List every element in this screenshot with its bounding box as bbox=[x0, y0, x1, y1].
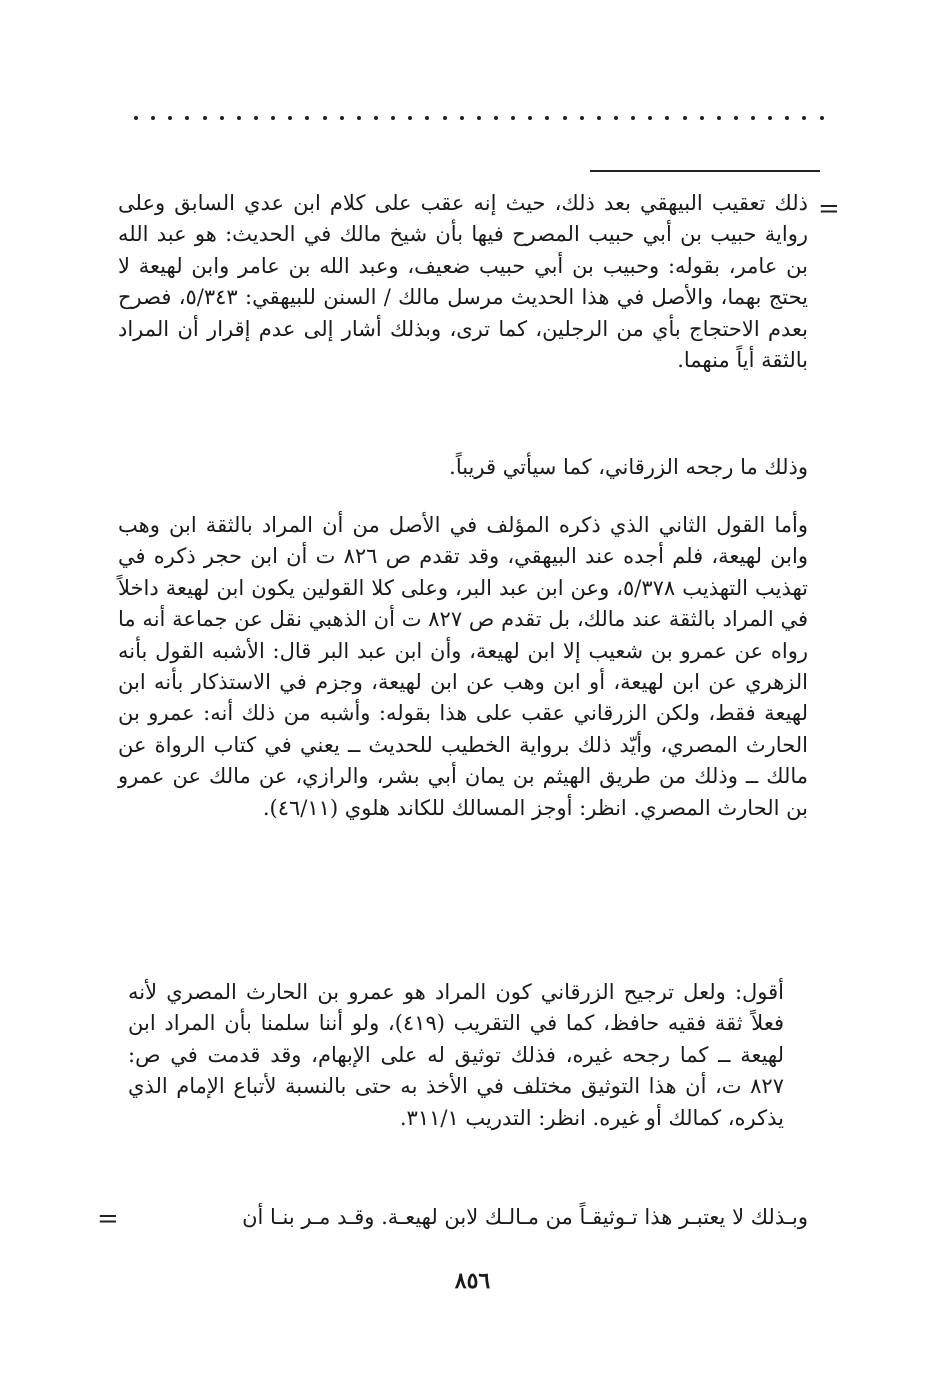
separator-dot bbox=[391, 116, 395, 120]
separator-dot bbox=[802, 116, 806, 120]
separator-dot bbox=[494, 116, 498, 120]
footnote-paragraph-4: أقول: ولعل ترجيح الزرقاني كون المراد هو عمرو بن الحارث المصري لأنه فعلاً ثقة فقيه حافظ، كما في التقريب (٤١٩)، ولو أننا سلمنا بأن المراد ابن لهيعة ــ كما رجحه غيره، فذلك توثيق له على الإبهام، وقد قدمت في ص: ٨٢٧ ت، أن هذا التوثيق مختلف في الأخذ به حتى بالنسبة لأتباع الإمام الذي يذكره، كمالك أو غيره. انظر: التدريب ٣١١/١. bbox=[128, 980, 785, 1130]
separator-dot bbox=[683, 116, 687, 120]
separator-dot bbox=[734, 116, 738, 120]
separator-dot bbox=[528, 116, 532, 120]
footnote-paragraph-2: وذلك ما رجحه الزرقاني، كما سيأتي قريباً. bbox=[449, 455, 808, 479]
footnote-rule bbox=[590, 170, 820, 172]
separator-dot bbox=[477, 116, 481, 120]
separator-dot bbox=[254, 116, 258, 120]
continuation-mark-top: = bbox=[818, 194, 840, 224]
separator-dot bbox=[443, 116, 447, 120]
separator-dot bbox=[563, 116, 567, 120]
footnote-paragraph-3: وأما القول الثاني الذي ذكره المؤلف في الأصل من أن المراد بالثقة ابن وهب وابن لهيعة، فلم أجده عند البيهقي، وقد تقدم ص ٨٢٦ ت أن ابن حجر ذكره في تهذيب التهذيب ٥/٣٧٨، وعن ابن عبد البر، وعلى كلا القولين يكون ابن لهيعة داخلاً في المراد بالثقة عند مالك، بل تقدم ص ٨٢٧ ت أن الذهبي نقل عن جماعة أنه ما رواه عن عمرو بن شعيب إلا ابن لهيعة، وأن ابن عبد البر قال: الأشبه القول بأنه الزهري عن ابن لهيعة، أو ابن وهب عن ابن لهيعة، وجزم في الاستذكار بأنه ابن لهيعة فقط، ولكن الزرقاني عقب على هذا بقوله: وأشبه من ذلك أنه: عمرو بن الحارث المصري، وأيّد ذلك برواية الخطيب للحديث ــ يعني في كتاب الرواة عن مالك ــ وذلك من طريق الهيثم بن يمان أبي بشر، والرازي، عن مالك عن عمرو بن الحارث المصري. انظر: أوجز المسالك للكاند هلوي (٤٦/١١). bbox=[118, 513, 808, 820]
separator-dot bbox=[700, 116, 704, 120]
footnote-paragraph-5: وبـذلك لا يعتبـر هذا تـوثيقـاً من مـالـك لابن لهيعـة. وقـد مـر بنـا أن bbox=[242, 1205, 808, 1229]
separator-dots bbox=[134, 112, 824, 124]
separator-dot bbox=[545, 116, 549, 120]
separator-dot bbox=[168, 116, 172, 120]
separator-dot bbox=[151, 116, 155, 120]
separator-dot bbox=[408, 116, 412, 120]
separator-dot bbox=[220, 116, 224, 120]
separator-dot bbox=[751, 116, 755, 120]
separator-dot bbox=[597, 116, 601, 120]
separator-dot bbox=[648, 116, 652, 120]
continuation-mark-bottom: = bbox=[97, 1204, 119, 1234]
separator-dot bbox=[323, 116, 327, 120]
separator-dot bbox=[271, 116, 275, 120]
page-number: ٨٥٦ bbox=[454, 1268, 491, 1294]
separator-dot bbox=[511, 116, 515, 120]
separator-dot bbox=[580, 116, 584, 120]
separator-dot bbox=[305, 116, 309, 120]
separator-dot bbox=[185, 116, 189, 120]
separator-dot bbox=[768, 116, 772, 120]
separator-dot bbox=[665, 116, 669, 120]
separator-dot bbox=[631, 116, 635, 120]
separator-dot bbox=[357, 116, 361, 120]
separator-dot bbox=[460, 116, 464, 120]
separator-dot bbox=[134, 116, 138, 120]
separator-dot bbox=[717, 116, 721, 120]
separator-dot bbox=[820, 116, 824, 120]
separator-dot bbox=[614, 116, 618, 120]
footnote-paragraph-1: ذلك تعقيب البيهقي بعد ذلك، حيث إنه عقب على كلام ابن عدي السابق وعلى رواية حبيب بن أبي حبيب المصرح فيها بأن شيخ مالك في الحديث: هو عبد الله بن عامر، بقوله: وحبيب بن أبي حبيب ضعيف، وعبد الله بن عامر وابن لهيعة لا يحتج بهما، والأصل في هذا الحديث مرسل مالك / السنن للبيهقي: ٥/٣٤٣، فصرح بعدم الاحتجاج بأي من الرجلين، كما ترى، وبذلك أشار إلى عدم إقرار أن المراد بالثقة أياً منهما. bbox=[118, 191, 808, 373]
separator-dot bbox=[203, 116, 207, 120]
separator-dot bbox=[288, 116, 292, 120]
separator-dot bbox=[374, 116, 378, 120]
separator-dot bbox=[237, 116, 241, 120]
separator-dot bbox=[340, 116, 344, 120]
separator-dot bbox=[425, 116, 429, 120]
separator-dot bbox=[785, 116, 789, 120]
